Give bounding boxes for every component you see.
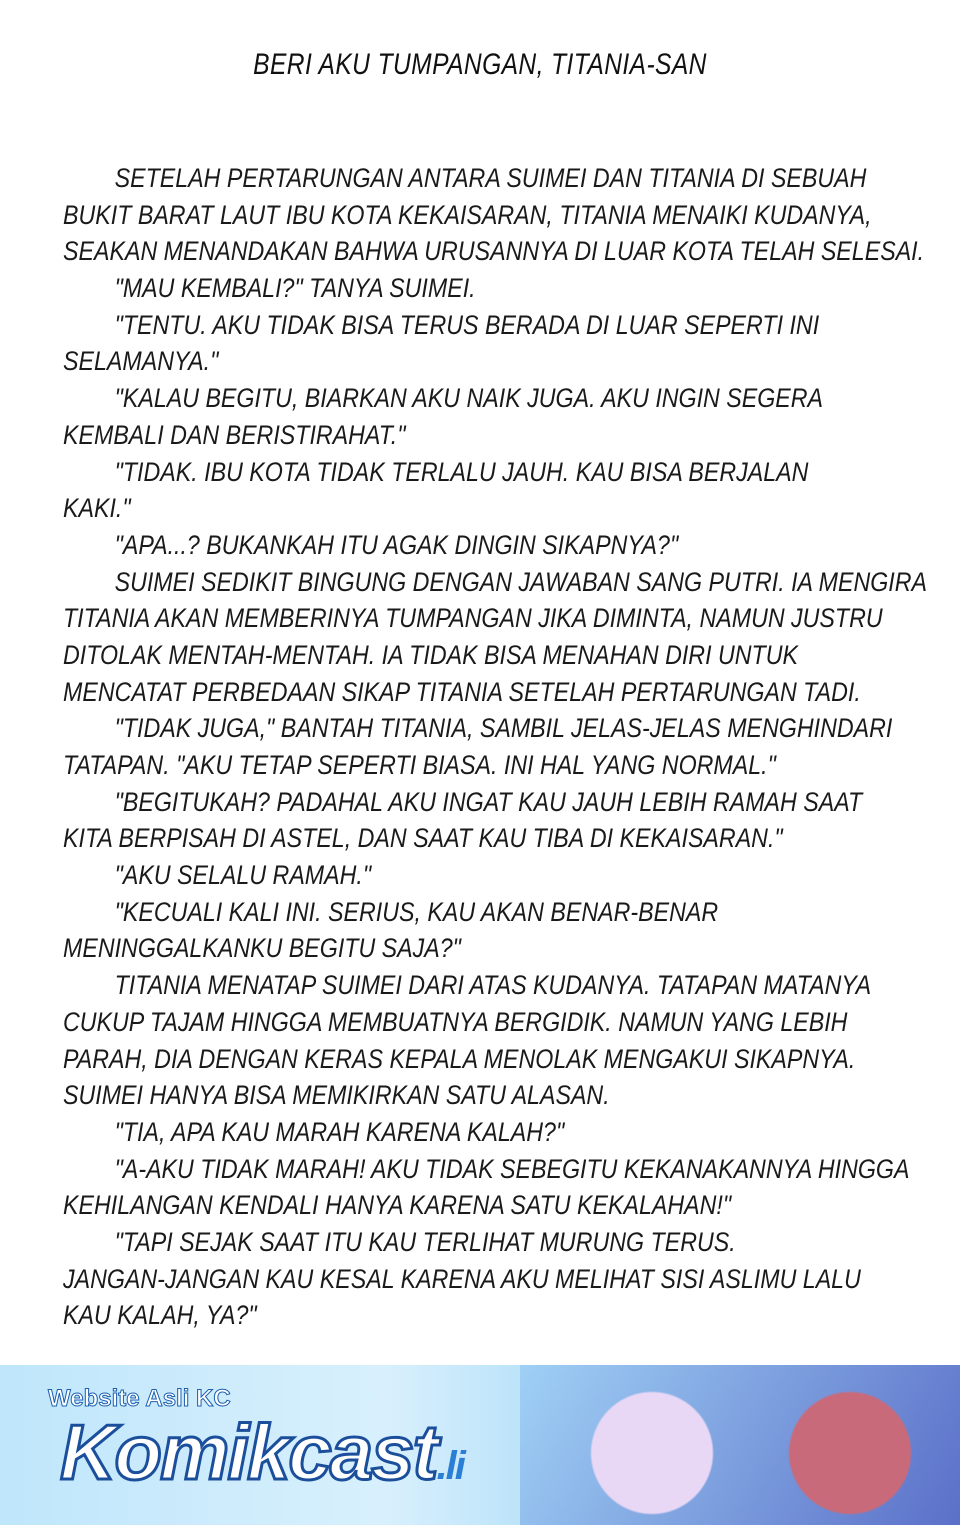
text-line: SEAKAN MENANDAKAN BAHWA URUSANNYA DI LUAR KOTA TELAH SELESAI. [63,236,925,267]
text-line: "A-AKU TIDAK MARAH! AKU TIDAK SEBEGITU KEKANAKANNYA HINGGA [114,1153,910,1184]
text-line: MENINGGALKANKU BEGITU SAJA?" [63,933,461,964]
story-text [63,160,933,1334]
text-line: "TENTU. AKU TIDAK BISA TERUS BERADA DI LUAR SEPERTI INI [114,309,820,340]
text-line: KITA BERPISAH DI ASTEL, DAN SAAT KAU TIBA DI KEKAISARAN." [63,823,783,854]
text-line: CUKUP TAJAM HINGGA MEMBUATNYA BERGIDIK. NAMUN YANG LEBIH [63,1006,848,1037]
text-line: SETELAH PERTARUNGAN ANTARA SUIMEI DAN TITANIA DI SEBUAH [114,163,867,193]
text-line: SELAMANYA." [63,346,219,377]
text-line: "BEGITUKAH? PADAHAL AKU INGAT KAU JAUH LEBIH RAMAH SAAT [114,786,863,817]
text-line: KEMBALI DAN BERISTIRAHAT." [63,419,406,450]
banner-artwork [520,1365,960,1525]
text-line: PARAH, DIA DENGAN KERAS KEPALA MENOLAK MENGAKUI SIKAPNYA. [63,1043,856,1074]
text-line: "TAPI SEJAK SAAT ITU KAU TERLIHAT MURUNG TERUS. [114,1226,736,1257]
text-line: BUKIT BARAT LAUT IBU KOTA KEKAISARAN, TITANIA MENAIKI KUDANYA, [63,199,872,230]
text-line: TITANIA AKAN MEMBERINYA TUMPANGAN JIKA DIMINTA, NAMUN JUSTRU [63,603,883,634]
text-line: KAU KALAH, YA?" [63,1300,257,1331]
text-line: DITOLAK MENTAH-MENTAH. IA TIDAK BISA MENAHAN DIRI UNTUK [63,639,798,670]
text-line: "TIDAK. IBU KOTA TIDAK TERLALU JAUH. KAU BISA BERJALAN [114,456,809,487]
banner-logo [60,1407,464,1498]
banner-logo-text: Komikcast [60,1408,437,1496]
text-line: JANGAN-JANGAN KAU KESAL KARENA AKU MELIHAT SISI ASLIMU LALU [63,1263,861,1294]
text-line: "TIA, APA KAU MARAH KARENA KALAH?" [114,1116,565,1147]
text-line: MENCATAT PERBEDAAN SIKAP TITANIA SETELAH PERTARUNGAN TADI. [63,676,861,707]
text-line: "AKU SELALU RAMAH." [114,860,372,891]
text-line: "KALAU BEGITU, BIARKAN AKU NAIK JUGA. AKU INGIN SEGERA [114,383,824,414]
text-line: KAKI." [63,493,131,524]
banner-logo-tld: .li [436,1444,464,1488]
text-line: "KECUALI KALI INI. SERIUS, KAU AKAN BENAR-BENAR [114,896,719,927]
text-line: SUIMEI SEDIKIT BINGUNG DENGAN JAWABAN SANG PUTRI. IA MENGIRA [114,566,928,597]
text-line: "APA...? BUKANKAH ITU AGAK DINGIN SIKAPNYA?" [114,529,679,560]
text-line: TITANIA MENATAP SUIMEI DARI ATAS KUDANYA. TATAPAN MATANYA [114,970,872,1001]
text-line: "MAU KEMBALI?" TANYA SUIMEI. [114,273,476,304]
text-line: KEHILANGAN KENDALI HANYA KARENA SATU KEKALAHAN!" [63,1190,732,1221]
chapter-title: BERI AKU TUMPANGAN, TITANIA-SAN [253,48,707,81]
text-line: TATAPAN. "AKU TETAP SEPERTI BIASA. INI HAL YANG NORMAL." [63,750,776,780]
komikcast-banner[interactable] [0,1365,960,1525]
banner-subtitle: Website Asli KC [48,1385,231,1412]
text-line: SUIMEI HANYA BISA MEMIKIRKAN SATU ALASAN. [63,1080,610,1111]
text-line: "TIDAK JUGA," BANTAH TITANIA, SAMBIL JELAS-JELAS MENGHINDARI [114,713,893,744]
